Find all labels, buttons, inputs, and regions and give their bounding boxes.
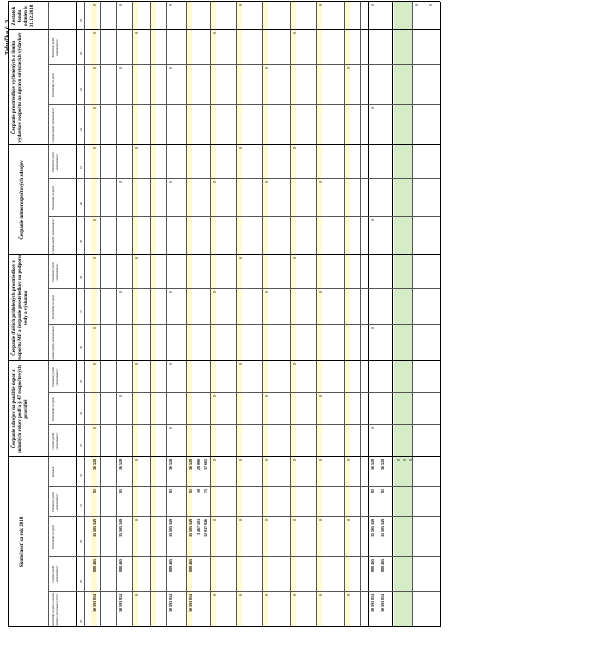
cell-zero: 0 (318, 459, 323, 461)
cell-zero: 0 (212, 594, 217, 596)
sub-priemerny-pocet-1: Priemerný počet zamestnancov (51, 492, 59, 512)
cell-zero: 0 (118, 4, 123, 6)
total-value: 888 465 (380, 559, 385, 572)
col-num: 43 (79, 88, 83, 91)
cell-zero: 0 (370, 4, 375, 6)
cell-value: 35 505 349 (168, 519, 173, 537)
cell-zero: 0 (118, 181, 123, 183)
grid-line (100, 2, 101, 627)
sub-osobne-platby-1: Osobné platby zamestnancov (51, 565, 59, 583)
cell-zero: 0 (92, 107, 97, 109)
cell-value: 35 505 349 (188, 519, 193, 537)
grid-line (290, 2, 291, 627)
sub-osobne-platby-3: Osobné platby zamestnancov (51, 325, 55, 361)
sub-prostriedky-platy-3: Prostriedky na platy (51, 294, 55, 320)
header-mimorozpoctove: Čerpanie mimorozpočtových zdrojov (20, 160, 25, 240)
grid-line (8, 456, 440, 457)
total-value: 81 (370, 489, 375, 493)
cell-zero: 0 (238, 257, 243, 259)
cell-value: 28 890 (196, 459, 201, 470)
cell-zero: 0 (168, 291, 173, 293)
col-num: 45 (79, 19, 83, 22)
header-vycleneny-limit: Čerpanie prostriedkov vyčlenených z limitu výdavkov rozpočtu na úpravu súvisiacich výdavkov (12, 32, 23, 143)
cell-zero: 0 (318, 181, 323, 183)
cell-zero: 0 (292, 594, 297, 596)
grid-line (48, 64, 440, 65)
cell-zero: 0 (92, 327, 97, 329)
col-num: 41 (79, 166, 83, 169)
col-num: 39 (79, 240, 83, 243)
cell-zero: 0 (92, 363, 97, 365)
cell-zero: 0 (370, 427, 375, 429)
cell-zero: 0 (92, 67, 97, 69)
grid-line (48, 324, 440, 325)
cell-value: 81 (118, 489, 123, 493)
grid-line (392, 2, 393, 627)
cell-value: 888 465 (92, 559, 97, 572)
grid-line (360, 2, 361, 627)
cell-zero: 0 (134, 519, 139, 521)
grid-line (344, 2, 345, 627)
cell-zero: 0 (408, 459, 413, 461)
grid-line (8, 2, 9, 627)
total-value: 36 528 (370, 459, 375, 470)
cell-zero: 0 (212, 519, 217, 521)
cell-zero: 0 (118, 395, 123, 397)
cell-value: 10 (196, 489, 201, 493)
grid-line (116, 2, 117, 627)
cell-zero: 0 (212, 459, 217, 461)
cell-value: 3 467 503 (196, 519, 201, 535)
cell-zero: 0 (292, 257, 297, 259)
col-num: 36 (79, 346, 83, 349)
grid-line (48, 2, 49, 627)
header-fond-odmien: Zostatok fondu odmien k 31.12.2018 (12, 4, 35, 28)
col-num: 35 (79, 380, 83, 383)
cell-zero: 0 (264, 594, 269, 596)
cell-value: 81 (168, 489, 173, 493)
cell-zero: 0 (212, 181, 217, 183)
grid-line (412, 2, 413, 627)
cell-zero: 0 (292, 363, 297, 365)
sub-osobne-platby-4: Osobné platby zamestnancov (51, 218, 55, 254)
cell-value: 30 593 814 (188, 594, 193, 612)
grid-line (166, 2, 167, 627)
cell-zero: 0 (238, 519, 243, 521)
cell-zero: 0 (118, 67, 123, 69)
header-skutocnost: Skutočnosť za rok 2018 (20, 516, 25, 568)
grid-line (368, 2, 369, 627)
col-num: 37 (79, 310, 83, 313)
cell-zero: 0 (134, 459, 139, 461)
cell-zero: 0 (212, 291, 217, 293)
cell-value: 81 (92, 489, 97, 493)
cell-zero: 0 (92, 427, 97, 429)
cell-zero: 0 (370, 219, 375, 221)
cell-zero: 0 (212, 395, 217, 397)
cell-zero: 0 (238, 4, 243, 6)
cell-zero: 0 (318, 4, 323, 6)
cell-zero: 0 (134, 594, 139, 596)
header-dalsie-prostriedky: Čerpanie ďalších pridelených prostriedkov z rozpočtu MF a čerpanie prostriedkov na podporu vedy a výskumu (12, 255, 29, 361)
grid-line (262, 2, 263, 627)
cell-value: 888 465 (118, 559, 123, 572)
cell-zero: 0 (346, 67, 351, 69)
total-value: 30 593 814 (370, 594, 375, 612)
cell-zero: 0 (318, 395, 323, 397)
cell-value: 36 528 (168, 459, 173, 470)
grid-line (48, 178, 440, 179)
cell-zero: 0 (428, 4, 433, 6)
grid-line (48, 216, 440, 217)
cell-value: 30 593 814 (92, 594, 97, 612)
cell-value: 36 528 (92, 459, 97, 470)
sub-prostriedky-platy-5: Prostriedky na platy (51, 72, 55, 98)
cell-zero: 0 (370, 107, 375, 109)
grid-line (316, 2, 317, 627)
cell-value: 36 528 (118, 459, 123, 470)
cell-zero: 0 (92, 147, 97, 149)
cell-zero: 0 (92, 219, 97, 221)
grid-line (186, 2, 187, 627)
cell-zero: 0 (168, 363, 173, 365)
grid-line (440, 2, 441, 627)
col-num: 31 (79, 504, 83, 507)
total-value: 30 593 814 (380, 594, 385, 612)
cell-zero: 0 (238, 147, 243, 149)
cell-zero: 0 (346, 519, 351, 521)
table-title: Tabuľka č. 3 (4, 19, 11, 55)
grid-line (150, 2, 151, 627)
sub-zostatok-1: Zostatok (51, 466, 55, 478)
cell-value: 30 593 814 (118, 594, 123, 612)
cell-zero: 0 (238, 594, 243, 596)
grid-line (76, 2, 77, 627)
cell-zero: 0 (292, 147, 297, 149)
sub-prostriedky-platy-4: Prostriedky na platy (51, 185, 55, 211)
cell-zero: 0 (396, 459, 401, 461)
total-value: 35 505 349 (380, 519, 385, 537)
cell-zero: 0 (414, 4, 419, 6)
cell-value: 888 465 (188, 559, 193, 572)
col-num: 40 (79, 202, 83, 205)
cell-zero: 0 (134, 32, 139, 34)
grid-line (48, 288, 440, 289)
grid-line (48, 104, 440, 105)
grid-line (48, 424, 440, 425)
cell-value: 36 528 (188, 459, 193, 470)
cell-zero: 0 (92, 4, 97, 6)
cell-zero: 0 (238, 363, 243, 365)
grid-line (48, 392, 440, 393)
sub-priemerny-pocet-4: Priemerný počet zamestnancov (51, 152, 59, 172)
cell-zero: 0 (168, 427, 173, 429)
col-num: 32 (79, 474, 83, 477)
cell-value: 81 (188, 489, 193, 493)
grid-line (8, 626, 440, 627)
cell-zero: 0 (212, 32, 217, 34)
grid-line (236, 2, 237, 627)
col-num: 28 (79, 620, 83, 623)
col-num: 30 (79, 540, 83, 543)
grid-line (8, 144, 440, 145)
total-value: 35 505 349 (370, 519, 375, 537)
cell-zero: 0 (318, 519, 323, 521)
header-uspory: Čerpanie zdrojov na použitie úspor z minulých rokov podľa § 47 rozpočtových pravidiel (12, 365, 29, 453)
col-num: 33 (79, 444, 83, 447)
cell-zero: 0 (264, 459, 269, 461)
cell-zero: 0 (264, 67, 269, 69)
sub-prostriedky-platy-2: Prostriedky na platy (51, 396, 55, 422)
grid-line (210, 2, 211, 627)
grid-line (8, 1, 440, 2)
cell-zero: 0 (370, 327, 375, 329)
cell-value: 37 665 (203, 459, 208, 470)
cell-zero: 0 (264, 395, 269, 397)
summary-green-band (394, 2, 412, 627)
total-value: 81 (380, 489, 385, 493)
cell-zero: 0 (134, 147, 139, 149)
grid-line (8, 254, 440, 255)
cell-value: 32 037 846 (203, 519, 208, 537)
cell-zero: 0 (118, 291, 123, 293)
cell-zero: 0 (238, 459, 243, 461)
grid-line (8, 360, 440, 361)
cell-zero: 0 (292, 32, 297, 34)
cell-zero: 0 (318, 594, 323, 596)
cell-value: 888 465 (168, 559, 173, 572)
grid-line (132, 2, 133, 627)
cell-zero: 0 (318, 291, 323, 293)
cell-zero: 0 (264, 519, 269, 521)
sub-osobne-platby-2: Osobné platby zamestnancov (51, 432, 59, 450)
col-num: 42 (79, 128, 83, 131)
cell-zero: 0 (134, 363, 139, 365)
col-num: 44 (79, 52, 83, 55)
total-value: 36 528 (380, 459, 385, 470)
col-num: 34 (79, 412, 83, 415)
cell-value: 71 (203, 489, 208, 493)
sub-priemerny-pocet-3: Priemerný počet zamestnancov (51, 262, 59, 282)
cell-value: 35 505 349 (92, 519, 97, 537)
sub-priemerny-pocet-2: Priemerný počet zamestnancov (51, 367, 59, 387)
total-value: 888 465 (370, 559, 375, 572)
cell-zero: 0 (168, 67, 173, 69)
cell-zero: 0 (168, 181, 173, 183)
cell-value: 30 593 814 (168, 594, 173, 612)
cell-zero: 0 (264, 181, 269, 183)
sub-prostriedky-platy-1: Prostriedky na platy (51, 524, 55, 550)
cell-zero: 0 (134, 257, 139, 259)
col-num: 29 (79, 580, 83, 583)
cell-zero: 0 (346, 594, 351, 596)
col-num: 38 (79, 276, 83, 279)
cell-zero: 0 (168, 4, 173, 6)
cell-zero: 0 (292, 519, 297, 521)
cell-value: 35 505 349 (118, 519, 123, 537)
grid-line (84, 2, 85, 627)
cell-zero: 0 (402, 459, 407, 461)
cell-zero: 0 (346, 459, 351, 461)
sub-osobne-platby-5: Osobné platby zamestnancov (51, 107, 55, 143)
sub-prostriedky-oov: Prostriedky na plat a ostatné osobné vyrovnania (OOV) (51, 593, 59, 627)
cell-zero: 0 (264, 291, 269, 293)
grid-line (8, 29, 440, 30)
cell-zero: 0 (92, 257, 97, 259)
sub-priemerny-pocet-5: Priemerný počet zamestnancov (51, 37, 59, 58)
cell-zero: 0 (92, 32, 97, 34)
cell-zero: 0 (292, 459, 297, 461)
